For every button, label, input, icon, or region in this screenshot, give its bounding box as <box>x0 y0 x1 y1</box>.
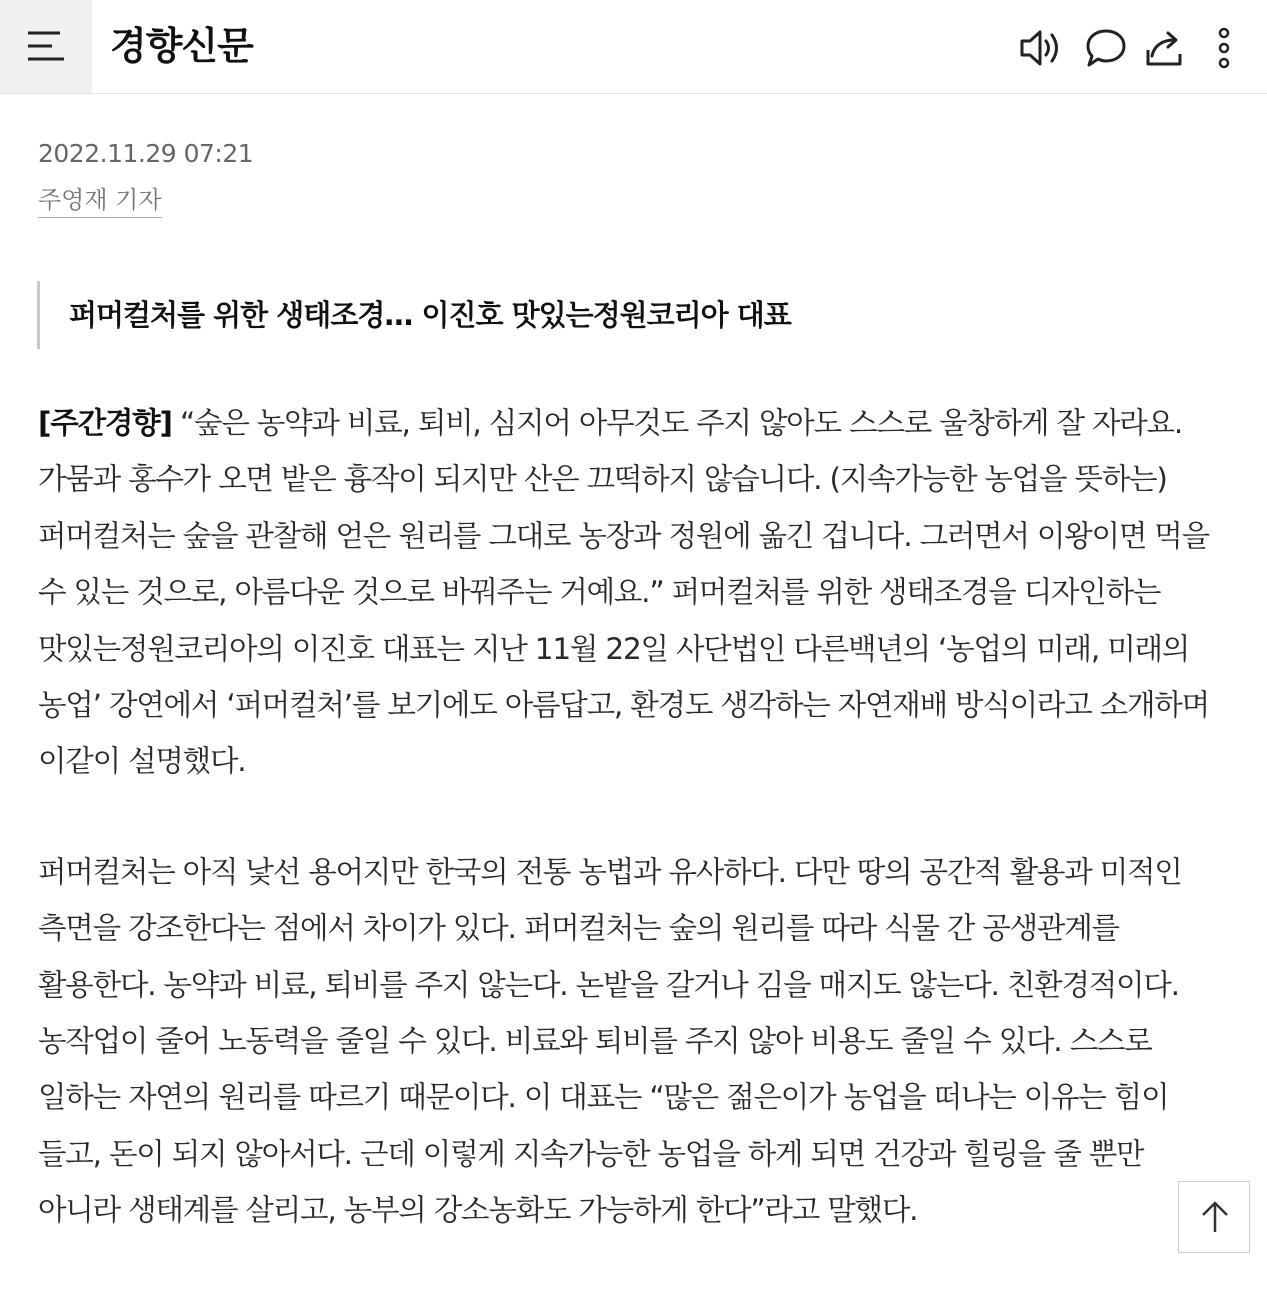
site-logo[interactable]: 경향신문 <box>110 23 253 68</box>
hamburger-menu-icon <box>26 29 66 63</box>
section-tag: [주간경향] <box>38 406 172 440</box>
comment-button[interactable] <box>1084 26 1128 70</box>
share-button[interactable] <box>1142 26 1186 70</box>
publish-date: 2022.11.29 07:21 <box>38 139 254 168</box>
arrow-up-icon <box>1199 1199 1231 1235</box>
article-paragraph: 퍼머컬처는 아직 낯선 용어지만 한국의 전통 농법과 유사하다. 다만 땅의 공간적 활용과 미적인 측면을 강조한다는 점에서 차이가 있다. 퍼머컬처는 숲의 원리를 따라 식물 간 공생관계를 활용한다. 농약과 비료, 퇴비를 주지 않는다. 논밭을 갈거나 김을 매지도 않는다. 친환경적이다. 농작업이 줄어 노동력을 줄일 수 있다. 비료와 퇴비를 주지 않아 비용도 줄일 수 있다. 스스로 일하는 자연의 원리를 따르기 때문이다. 이 대표는 “많은 젊은이가 농업을 떠나는 이유는 힘이 들고, 돈이 되지 않아서다. 근데 이렇게 지속가능한 농업을 하게 되면 건강과 힐링을 줄 뿐만 아니라 생태계를 살리고, 농부의 강소농화도 가능하게 한다”라고 말했다. <box>38 854 1182 1228</box>
paragraph-text: “숲은 농약과 비료, 퇴비, 심지어 아무것도 주지 않아도 스스로 울창하게 잘 자라요. 가뭄과 홍수가 오면 밭은 흉작이 되지만 산은 끄떡하지 않습니다. (지속가능한 농업을 뜻하는) 퍼머컬처는 숲을 관찰해 얻은 원리를 그대로 농장과 정원에 옮긴 겁니다. 그러면서 이왕이면 먹을 수 있는 것으로, 아름다운 것으로 바꿔주는 거예요.” 퍼머컬처를 위한 생태조경을 디자인하는 맛있는정원코리아의 이진호 대표는 지난 11월 22일 사단법인 다른백년의 ‘농업의 미래, 미래의 농업’ 강연에서 ‘퍼머컬처’를 보기에도 아름답고, 환경도 생각하는 자연재배 방식이라고 소개하며 이같이 설명했다. <box>38 406 1209 779</box>
menu-button[interactable] <box>0 0 92 93</box>
article-meta <box>38 136 253 218</box>
comment-icon <box>1084 26 1128 70</box>
article-paragraph <box>38 395 1230 790</box>
more-options-button[interactable] <box>1208 26 1240 70</box>
reporter-link[interactable]: 주영재 기자 <box>38 184 162 218</box>
article-subtitle: 퍼머컬처를 위한 생태조경… 이진호 맛있는정원코리아 대표 <box>37 281 791 349</box>
article-body <box>38 395 1230 1293</box>
more-vertical-icon <box>1208 26 1240 70</box>
speaker-icon <box>1018 26 1062 70</box>
scroll-to-top-button[interactable] <box>1178 1181 1250 1253</box>
speaker-button[interactable] <box>1018 26 1062 70</box>
top-header <box>0 0 1267 94</box>
share-icon <box>1142 26 1186 70</box>
